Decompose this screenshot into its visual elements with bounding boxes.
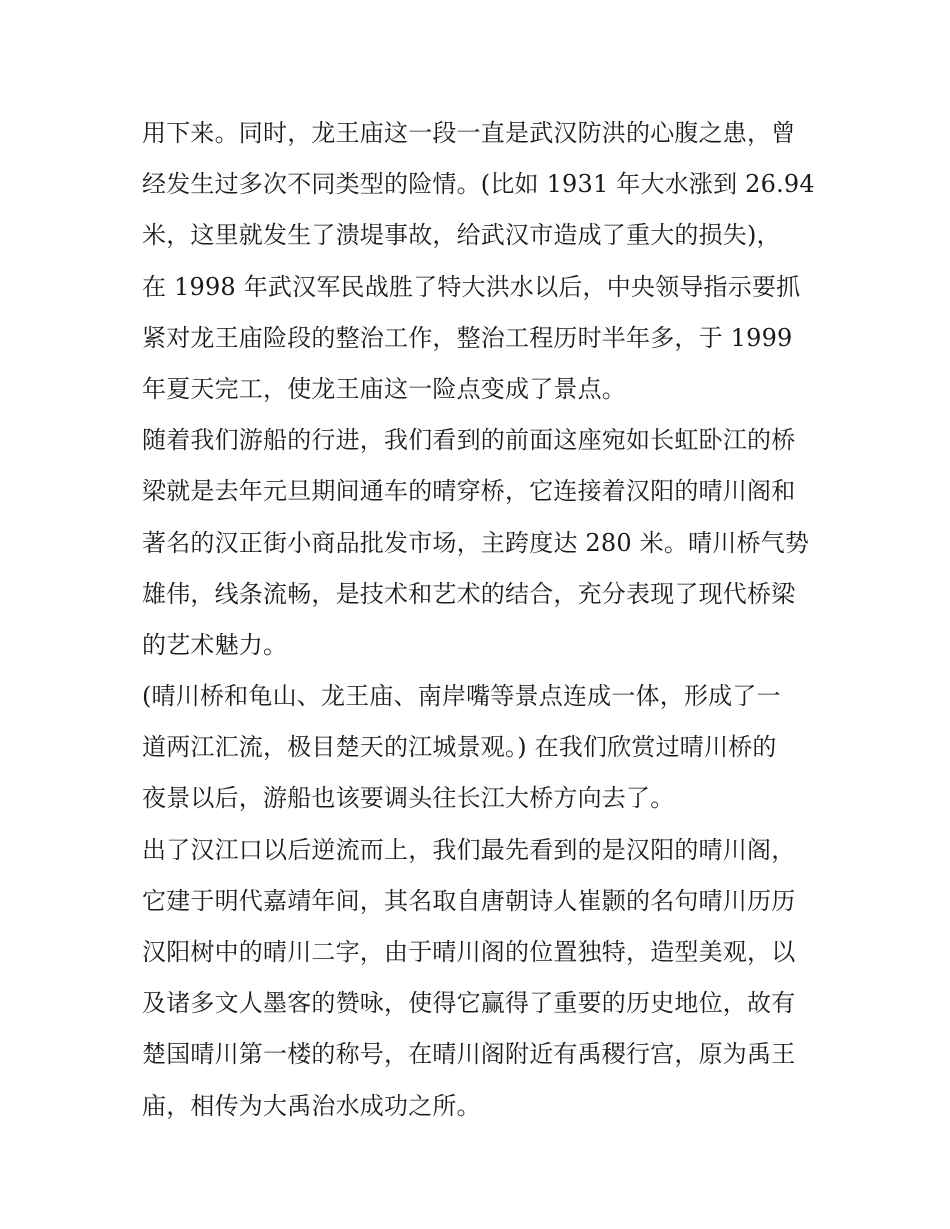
text-line: 楚国晴川第一楼的称号，在晴川阁附近有禹稷行宫，原为禹王 [142,1040,796,1069]
text-line: 它建于明代嘉靖年间，其名取自唐朝诗人崔颢的名句晴川历历 [142,886,796,915]
text-line: 在 1998 年武汉军民战胜了特大洪水以后，中央领导指示要抓 [142,272,801,301]
document-body [142,108,814,1132]
text-line: 著名的汉正街小商品批发市场，主跨度达 280 米。晴川桥气势 [142,528,810,557]
text-line: 用下来。同时，龙王庙这一段一直是武汉防洪的心腹之患，曾 [142,119,796,147]
text-line: 雄伟，线条流畅，是技术和艺术的结合，充分表现了现代桥梁 [142,579,796,608]
text-line: 汉阳树中的晴川二字，由于晴川阁的位置独特，造型美观，以 [142,938,796,966]
text-line: 道两江汇流，极目楚天的江城景观。) 在我们欣赏过晴川桥的 [142,733,777,762]
text-line: 出了汉江口以后逆流而上，我们最先看到的是汉阳的晴川阁， [142,835,796,864]
text-line: 随着我们游船的行进，我们看到的前面这座宛如长虹卧江的桥 [142,426,796,455]
text-line: 梁就是去年元旦期间通车的晴穿桥，它连接着汉阳的晴川阁和 [142,477,796,506]
text-line: 的艺术魅力。 [142,630,288,659]
text-line: 及诸多文人墨客的赞咏，使得它赢得了重要的历史地位，故有 [142,989,796,1018]
text-line: (晴川桥和龟山、龙王庙、南岸嘴等景点连成一体，形成了一 [142,682,781,711]
text-line: 经发生过多次不同类型的险情。(比如 1931 年大水涨到 26.94 [142,170,815,199]
text-line: 米，这里就发生了溃堤事故，给武汉市造成了重大的损失)， [142,221,781,250]
text-line: 年夏天完工，使龙王庙这一险点变成了景点。 [142,374,626,403]
text-line: 庙，相传为大禹治水成功之所。 [142,1091,481,1120]
text-line: 紧对龙王庙险段的整治工作，整治工程历时半年多，于 1999 [142,323,793,352]
text-line: 夜景以后，游船也该要调头往长江大桥方向去了。 [142,784,675,813]
